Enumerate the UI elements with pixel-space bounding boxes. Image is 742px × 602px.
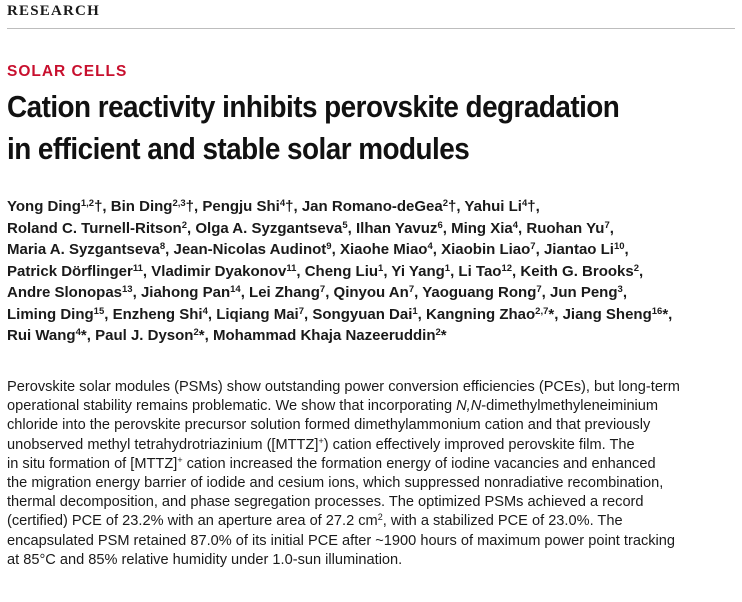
author-affiliation: 1 [378,262,384,274]
abstract-text: , with a stabilized PCE of 23.0%. The [382,513,623,530]
author-affiliation: 4 [521,198,528,209]
author-marker: , [535,241,544,258]
abstract-text: chloride into the perovskite precursor solution formed dimethylammonium cation and that previously [7,417,651,434]
author-marker: *, [198,327,213,344]
author-affiliation: 2 [633,262,640,274]
author-affiliation: 11 [286,262,297,274]
article-title [7,86,727,170]
author-marker: , [331,241,340,258]
author-name: Xiaohe Miao [339,241,428,258]
author-marker: *, [80,327,96,344]
abstract-text: unobserved methyl tetrahydrotriazinium ([MTTZ] [7,436,319,453]
author-marker: , [325,284,334,301]
author-name: Keith G. Brooks [520,262,634,280]
author-marker: , [132,284,141,301]
header-rule [7,28,735,29]
author-name: Liqiang Mai [216,305,299,323]
author-marker: †, [94,198,111,215]
author-name: Jean-Nicolas Audinot [173,241,327,258]
author-affiliation: 2 [181,219,188,231]
author-line [7,282,737,304]
author-marker: , [142,262,152,280]
author-marker: †, [527,198,540,215]
abstract-line [7,455,739,474]
author-marker: , [414,284,423,301]
author-affiliation: 7 [298,305,305,317]
author-affiliation: 4 [279,198,286,209]
author-name: Cheng Liu [304,262,379,280]
author-marker: , [541,284,550,301]
author-marker: * [440,327,447,344]
author-affiliation: 3 [617,284,623,295]
abstract-line [7,474,739,493]
author-name: Yong Ding [7,198,81,215]
author-name: Lei Zhang [249,284,320,301]
author-name: Songyuan Dai [312,305,413,323]
article-kicker: SOLAR CELLS [7,63,128,80]
author-marker: , [624,241,629,258]
section-header: RESEARCH [7,3,100,19]
author-name: Vladimir Dyakonov [151,262,287,280]
author-affiliation: 1 [412,305,418,317]
author-affiliation: 15 [93,305,105,317]
abstract-text: thermal decomposition, and phase segregation processes. The optimized PSMs achieved a record [7,494,644,511]
author-name: Rui Wang [7,327,76,344]
author-marker: , [512,262,521,280]
author-name: Mohammad Khaja Nazeeruddin [212,327,436,344]
abstract-line [7,493,739,512]
author-marker: , [609,219,614,237]
author-name: Patrick Dörflinger [7,262,133,280]
author-affiliation: 12 [501,262,513,274]
abstract-text: encapsulated PSM retained 87.0% of its initial PCE after ~1900 hours of maximum power point tracking [7,532,676,549]
author-affiliation: 7 [319,284,326,295]
author-affiliation: 7 [530,241,536,252]
abstract-line [7,551,739,570]
author-marker: , [518,219,527,237]
title-line-2: in efficient and stable solar modules [7,131,470,166]
author-name: Qinyou An [333,284,409,301]
abstract-superscript: + [177,454,183,465]
author-name: Xiaobin Liao [441,241,531,258]
author-marker: , [450,262,459,280]
author-marker: , [104,305,113,323]
author-affiliation: 5 [342,219,348,231]
author-marker: , [442,219,452,237]
author-line [7,196,737,218]
abstract-superscript: + [318,435,324,446]
abstract-text: cation increased the formation energy of iodine vacancies and enhanced [182,455,656,472]
author-marker: , [304,305,313,323]
author-line [7,239,737,261]
author-affiliation: 14 [230,284,241,295]
author-name: Paul J. Dyson [95,327,194,344]
abstract-line [7,532,739,551]
author-marker: , [639,262,644,280]
author-name: Ilhan Yavuz [356,219,438,237]
author-marker: , [187,219,196,237]
abstract-text: Perovskite solar modules (PSMs) show outstanding power conversion efficiencies (PCEs), but long-term [7,379,680,395]
author-name: Maria A. Syzgantseva [7,241,160,258]
author-marker: , [165,241,174,258]
abstract-text: the migration energy barrier of iodide and cesium ions, which suppressed nonradiative recombination, [7,475,664,492]
abstract-line [7,512,739,531]
author-marker: , [207,305,217,323]
abstract-line [7,378,739,397]
author-name: Kangning Zhao [426,305,536,323]
author-affiliation: 4 [202,305,208,317]
author-name: Olga A. Syzgantseva [195,219,343,237]
abstract-text: (certified) PCE of 23.2% with an aperture area of 27.2 cm [7,513,378,530]
author-marker: , [383,262,392,280]
author-name: Roland C. Turnell-Ritson [7,219,182,237]
author-marker: †, [285,198,302,215]
author-affiliation: 11 [132,262,143,274]
author-marker: *, [548,305,563,323]
author-line [7,261,737,283]
author-line [7,325,737,347]
author-affiliation: 1,2 [80,198,95,209]
author-name: Jun Peng [550,284,618,301]
author-name: Yaoguang Rong [422,284,537,301]
abstract [7,378,739,570]
author-affiliation: 16 [651,305,663,317]
author-name: Jiantao Li [543,241,614,258]
abstract-italic: N,N [456,398,482,415]
author-affiliation: 7 [536,284,542,295]
author-affiliation: 6 [437,219,443,231]
author-name: Bin Ding [110,198,173,215]
author-marker: , [417,305,427,323]
author-affiliation: 2,3 [172,198,186,209]
author-name: Yi Yang [391,262,445,280]
author-line [7,218,737,240]
author-affiliation: 7 [604,219,610,231]
abstract-superscript: 2 [377,512,383,523]
author-affiliation: 9 [326,241,332,252]
author-affiliation: 4 [75,327,81,338]
author-affiliation: 2 [193,327,199,338]
author-name: Ruohan Yu [526,219,605,237]
author-affiliation: 10 [613,241,625,252]
author-marker: , [347,219,356,237]
author-affiliation: 2 [435,327,441,338]
author-affiliation: 2 [442,198,449,209]
author-name: Jiang Sheng [562,305,652,323]
author-marker: *, [662,305,673,323]
author-name: Jiahong Pan [140,284,231,301]
abstract-text: -dimethylmethyleneiminium [481,398,659,415]
author-affiliation: 8 [159,241,166,252]
author-affiliation: 7 [408,284,415,295]
author-name: Yahui Li [464,198,522,215]
author-name: Andre Slonopas [7,284,123,301]
author-list [7,196,737,347]
author-line [7,304,737,326]
abstract-text: at 85°C and 85% relative humidity under 1.0-sun illumination. [7,551,403,568]
abstract-line [7,436,739,455]
abstract-line [7,416,739,435]
author-affiliation: 1 [444,262,451,274]
author-affiliation: 4 [427,241,433,252]
author-marker: †, [185,198,203,215]
author-marker: , [622,284,627,301]
abstract-text: operational stability remains problematic. We show that incorporating [7,398,457,415]
author-marker: †, [448,198,465,215]
title-line-1: Cation reactivity inhibits perovskite degradation [7,89,620,124]
abstract-line [7,397,739,416]
author-marker: , [240,284,250,301]
author-name: Pengju Shi [202,198,280,215]
abstract-text: in situ formation of [MTTZ] [7,455,178,472]
author-name: Ming Xia [451,219,513,237]
author-name: Jan Romano-deGea [301,198,443,215]
author-marker: , [296,262,305,280]
author-marker: , [432,241,442,258]
author-affiliation: 4 [512,219,519,231]
author-name: Liming Ding [7,305,94,323]
author-affiliation: 2,7 [535,305,549,317]
author-name: Li Tao [458,262,502,280]
author-affiliation: 13 [122,284,133,295]
author-name: Enzheng Shi [112,305,203,323]
abstract-text: ) cation effectively improved perovskite film. The [323,436,635,453]
